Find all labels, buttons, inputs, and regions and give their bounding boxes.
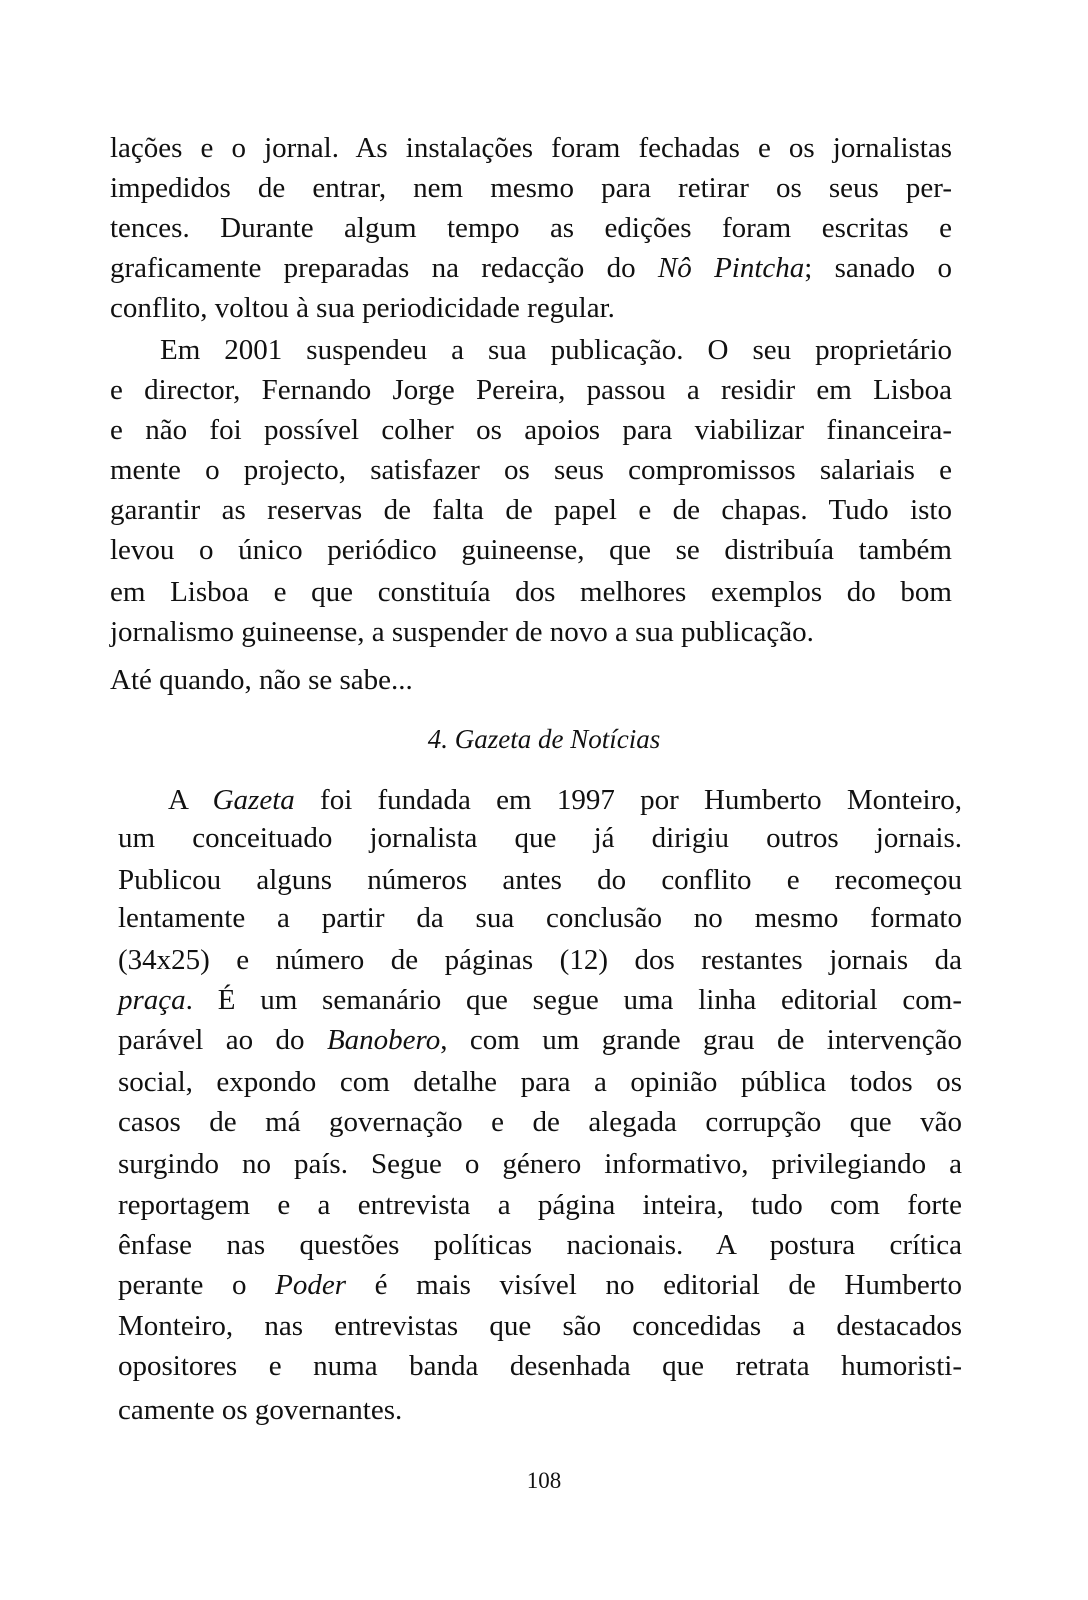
text-line	[118, 862, 962, 898]
text-segment: lentamente a partir da sua conclusão no mesmo formato	[118, 902, 962, 934]
text-segment: Publicou alguns números antes do conflito e recomeçou	[118, 864, 962, 896]
text-segment: tences. Durante algum tempo as edições foram escritas e	[110, 212, 952, 244]
text-segment: Em 2001 suspendeu a sua publicação. O seu proprietário	[160, 334, 952, 366]
text-line	[110, 614, 952, 650]
text-line	[110, 130, 952, 166]
text-line	[118, 782, 962, 818]
italic-title: Poder	[275, 1269, 346, 1301]
text-line	[110, 412, 952, 448]
text-segment: jornalismo guineense, a suspender de novo a sua publicação.	[110, 616, 814, 648]
text-segment: impedidos de entrar, nem mesmo para retirar os seus per-	[110, 172, 952, 204]
text-segment: (34x25) e número de páginas (12) dos restantes jornais da	[118, 944, 962, 976]
text-segment: conflito, voltou à sua periodicidade regular.	[110, 292, 615, 324]
text-segment: parável ao do	[118, 1024, 327, 1056]
text-line	[110, 332, 952, 368]
text-segment: em Lisboa e que constituía dos melhores exemplos do bom	[110, 576, 952, 608]
text-segment: casos de má governação e de alegada corrupção que vão	[118, 1106, 962, 1138]
text-segment: camente os governantes.	[118, 1394, 403, 1426]
text-segment: Até quando, não se sabe...	[110, 664, 413, 696]
text-segment: graficamente preparadas na redacção do	[110, 252, 658, 284]
text-line	[118, 1104, 962, 1140]
page-number: 108	[526, 1468, 562, 1493]
text-line	[118, 1022, 962, 1058]
text-segment: Monteiro, nas entrevistas que são concedidas a destacados	[118, 1310, 962, 1342]
text-segment: reportagem e a entrevista a página inteira, tudo com forte	[118, 1189, 962, 1221]
text-segment: social, expondo com detalhe para a opinião pública todos os	[118, 1066, 962, 1098]
italic-title: Banobero	[326, 1024, 441, 1056]
italic-title: Gazeta	[212, 784, 295, 816]
text-segment: . É um semanário que segue uma linha editorial com-	[185, 984, 962, 1016]
text-line	[118, 1348, 962, 1384]
text-segment: ; sanado o	[804, 252, 952, 284]
text-line	[110, 452, 952, 488]
text-line	[118, 1064, 962, 1100]
italic-title: praça	[118, 984, 186, 1016]
text-segment: ênfase nas questões políticas nacionais. A postura crítica	[118, 1229, 962, 1261]
text-segment: e não foi possível colher os apoios para viabilizar financeira-	[110, 414, 952, 446]
text-line	[110, 250, 952, 286]
text-segment: e director, Fernando Jorge Pereira, passou a residir em Lisboa	[110, 374, 952, 406]
text-line	[118, 1392, 962, 1428]
text-line	[110, 574, 952, 610]
text-segment: foi fundada em 1997 por Humberto Monteiro,	[294, 784, 963, 816]
text-segment: opositores e numa banda desenhada que retrata humoristi-	[118, 1350, 962, 1382]
text-line	[118, 820, 962, 856]
text-line	[118, 1308, 962, 1344]
text-line	[118, 982, 962, 1018]
text-line	[110, 170, 952, 206]
text-segment: , com um grande grau de intervenção	[440, 1024, 962, 1056]
text-segment: é mais visível no editorial de Humberto	[345, 1269, 962, 1301]
text-segment: levou o único periódico guineense, que se distribuía também	[110, 534, 952, 566]
text-segment: surgindo no país. Segue o género informativo, privilegiando a	[118, 1148, 962, 1180]
text-line	[110, 210, 952, 246]
section-heading: 4. Gazeta de Notícias	[427, 724, 661, 754]
text-line	[110, 662, 952, 698]
text-line	[110, 492, 952, 528]
text-segment: lações e o jornal. As instalações foram fechadas e os jornalistas	[110, 132, 952, 164]
text-line	[118, 1187, 962, 1223]
text-line	[118, 942, 962, 978]
text-line	[110, 532, 952, 568]
text-line	[118, 900, 962, 936]
text-segment: mente o projecto, satisfazer os seus compromissos salariais e	[110, 454, 952, 486]
text-segment: perante o	[118, 1269, 276, 1301]
text-line	[118, 1227, 962, 1263]
text-line	[118, 1267, 962, 1303]
italic-title: Nô Pintcha	[657, 252, 805, 284]
text-segment: garantir as reservas de falta de papel e de chapas. Tudo isto	[110, 494, 952, 526]
text-segment: A	[168, 784, 213, 816]
text-segment: um conceituado jornalista que já dirigiu outros jornais.	[118, 822, 962, 854]
text-line	[110, 290, 952, 326]
text-line	[118, 1146, 962, 1182]
text-line	[110, 372, 952, 408]
